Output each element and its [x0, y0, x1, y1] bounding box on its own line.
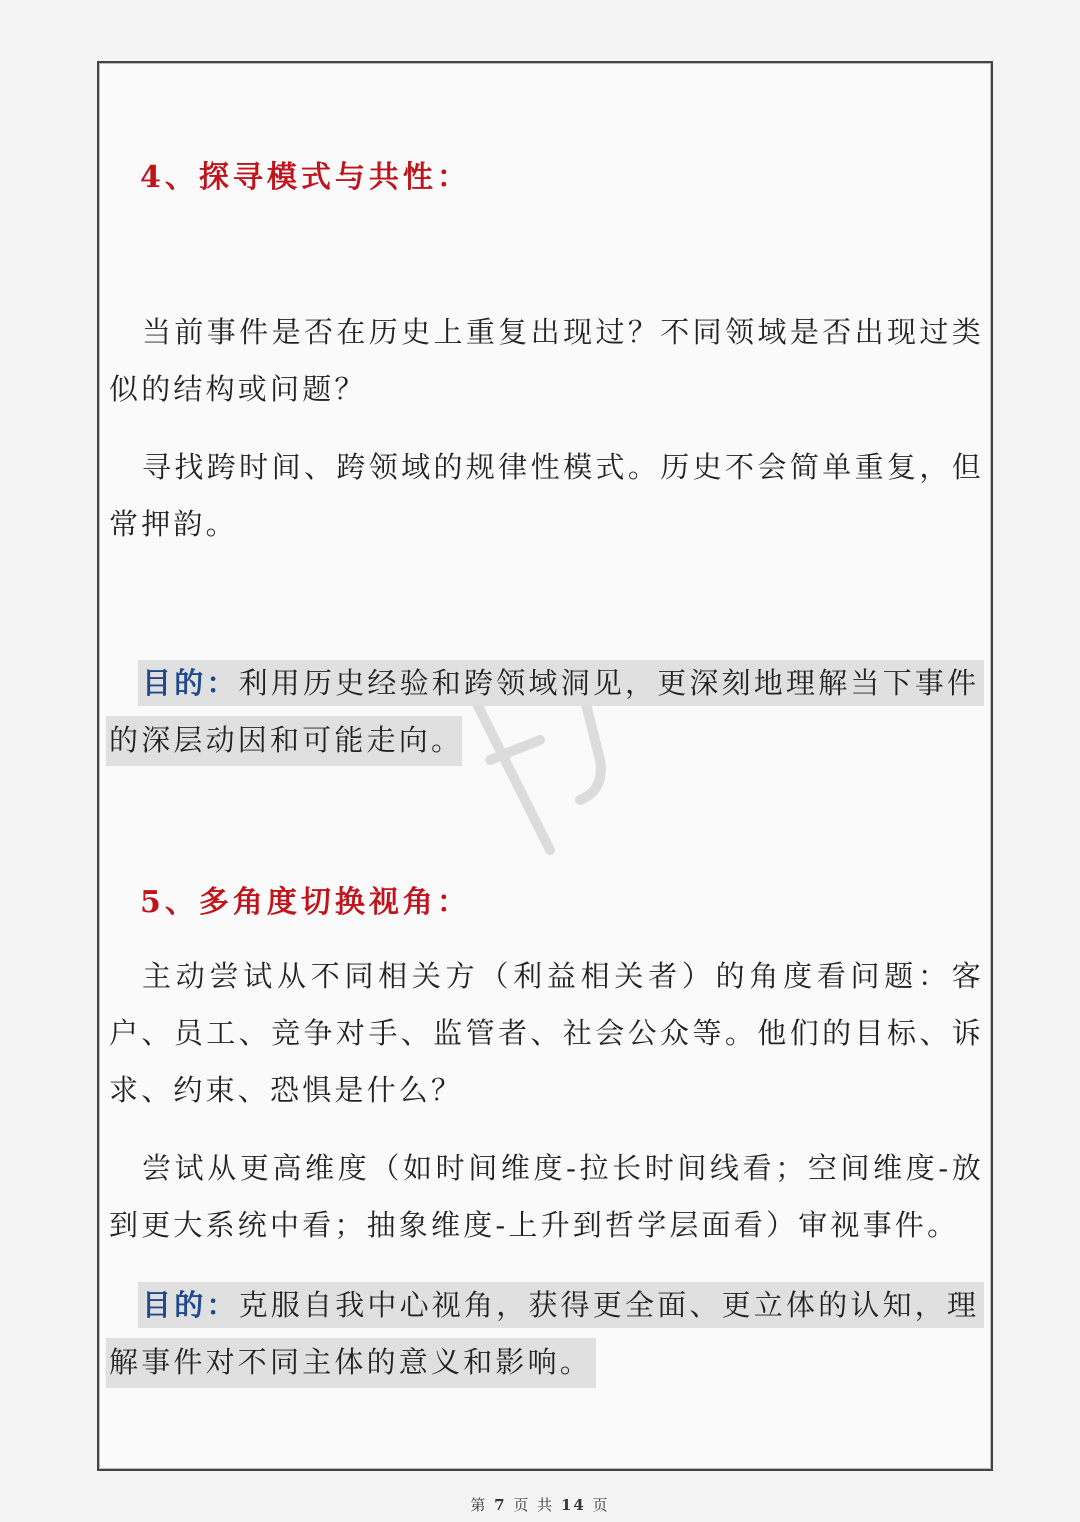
goal-text-line-2: 解事件对不同主体的意义和影响。 — [109, 1345, 593, 1379]
section-5-goal — [109, 1277, 984, 1391]
page-footer: 第 7 页 共 14 页 — [470, 1496, 610, 1514]
goal-text-line-1: 克服自我中心视角，获得更全面、更立体的认知，理 — [238, 1288, 980, 1322]
section-4-heading: 4、探寻模式与共性： — [140, 160, 471, 195]
goal-text-line-1: 利用历史经验和跨领域洞见，更深刻地理解当下事件 — [238, 666, 980, 700]
section-4-paragraph-2: 寻找跨时间、跨领域的规律性模式。历史不会简单重复，但常押韵。 — [109, 450, 984, 541]
goal-label: 目的： — [142, 1288, 239, 1322]
total-pages: 14 — [560, 1496, 586, 1514]
section-5-heading: 5、多角度切换视角： — [140, 885, 471, 920]
section-4-goal — [109, 655, 984, 769]
goal-text-line-2: 的深层动因和可能走向。 — [109, 723, 464, 757]
section-4-paragraph-1: 当前事件是否在历史上重复出现过？不同领域是否出现过类似的结构或问题？ — [109, 315, 984, 406]
current-page: 7 — [494, 1496, 507, 1514]
section-5-paragraph-1: 主动尝试从不同相关方（利益相关者）的角度看问题：客户、员工、竞争对手、监管者、社会公众等。他们的目标、诉求、约束、恐惧是什么？ — [109, 959, 984, 1107]
goal-label: 目的： — [142, 666, 239, 700]
section-5-paragraph-2: 尝试从更高维度（如时间维度-拉长时间线看；空间维度-放到更大系统中看；抽象维度-上升到哲学层面看）审视事件。 — [109, 1151, 984, 1242]
